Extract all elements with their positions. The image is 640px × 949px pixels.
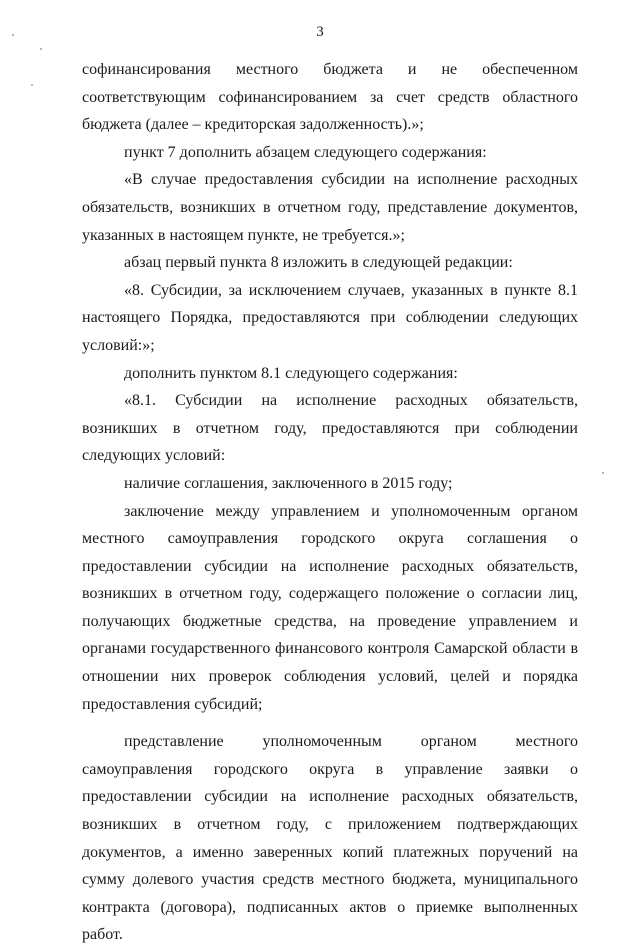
paragraph-amendment-point-8-1: дополнить пунктом 8.1 следующего содержания: <box>124 364 458 382</box>
margin-speck <box>31 84 33 86</box>
paragraph-condition-application: представление уполномоченным органом местного самоуправления городского округа в управление заявки о предоставлении субсидии на исполнение расходных обязательств, возникших в отчетном году, с приложением подтверждающих документов, а именно заверенных копий платежных поручений на сумму долевого участия средств местного бюджета, муниципального контракта (договора), подписанных актов о приемке выполненных работ. <box>82 733 578 944</box>
paragraph-quote-point-7: «В случае предоставления субсидии на исполнение расходных обязательств, возникших в отчетном году, представление документов, указанных в настоящем пункте, не требуется.»; <box>82 171 578 244</box>
margin-speck <box>12 34 14 36</box>
paragraph-quote-point-8: «8. Субсидии, за исключением случаев, указанных в пункте 8.1 настоящего Порядка, предоставляются при соблюдении следующих условий:»; <box>82 281 578 354</box>
paragraph-condition-agreement: наличие соглашения, заключенного в 2015 году; <box>124 474 453 492</box>
margin-speck <box>40 48 42 50</box>
paragraph-amendment-point-8: абзац первый пункта 8 изложить в следующей редакции: <box>124 254 513 272</box>
page-number: 3 <box>316 24 324 40</box>
paragraph-continuation: софинансирования местного бюджета и не обеспеченном соответствующим софинансированием за счет средств областного бюджета (далее – кредиторская задолженность).»; <box>82 61 578 134</box>
margin-speck <box>602 472 604 474</box>
document-body <box>82 56 578 949</box>
paragraph-quote-point-8-1: «8.1. Субсидии на исполнение расходных обязательств, возникших в отчетном году, предоставляются при соблюдении следующих условий: <box>82 392 578 465</box>
paragraph-amendment-point-7: пункт 7 дополнить абзацем следующего содержания: <box>124 143 487 161</box>
paragraph-condition-contract: заключение между управлением и уполномоченным органом местного самоуправления городского округа соглашения о предоставлении субсидии на исполнение расходных обязательств, возникших в отчетном году, содержащего положение о согласии лиц, получающих бюджетные средства, на проведение управлением и органами государственного финансового контроля Самарской области в отношении них проверок соблюдения условий, целей и порядка предоставления субсидий; <box>82 502 578 713</box>
